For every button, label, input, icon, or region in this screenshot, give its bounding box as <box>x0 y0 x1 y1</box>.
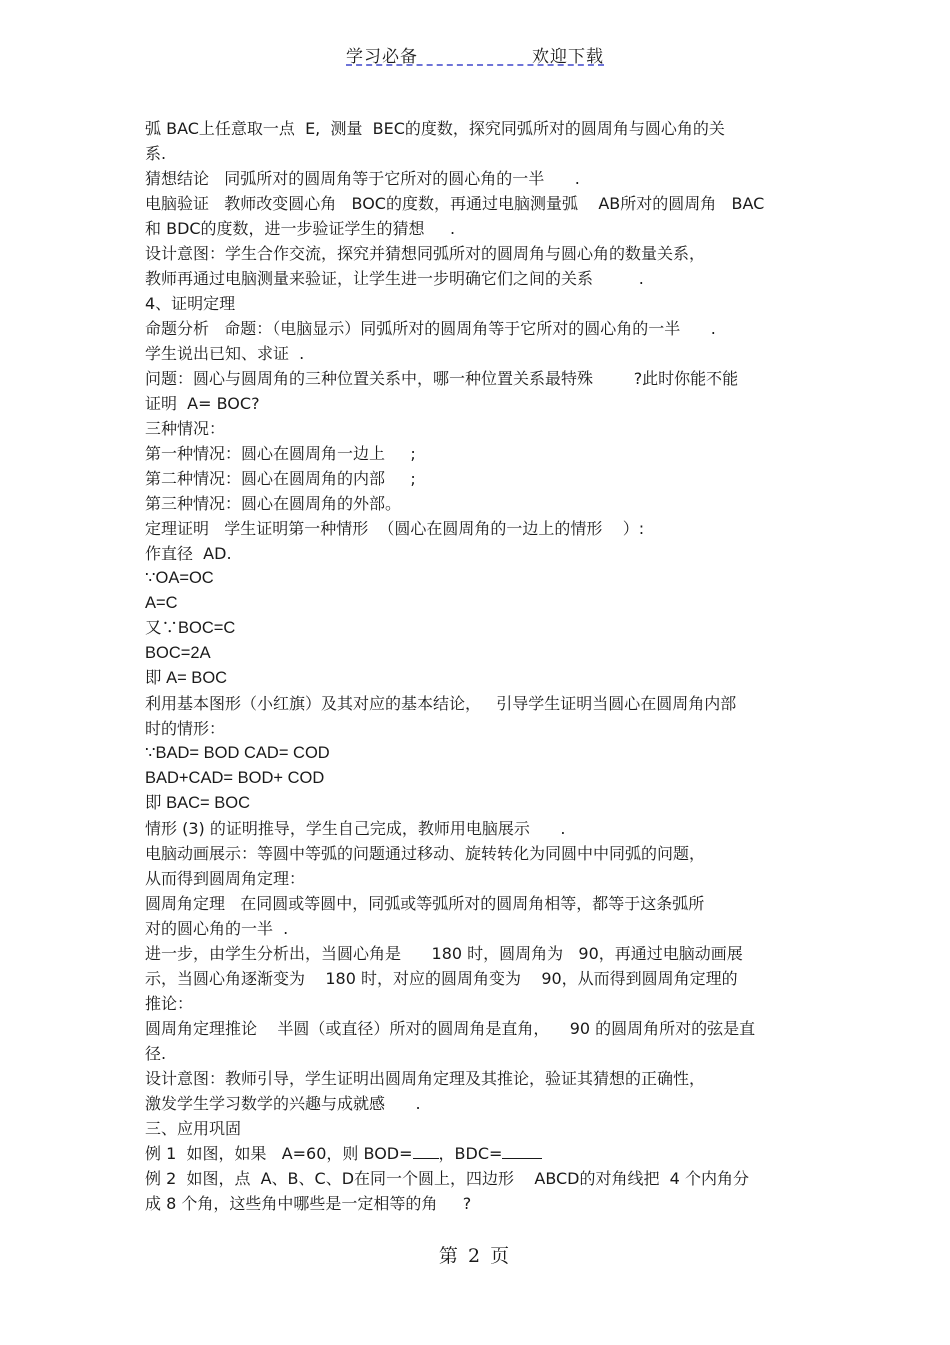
text-line: 推论： <box>145 994 194 1013</box>
proof-line: BAD+CAD= BOD+ COD <box>145 769 325 787</box>
answer-blank-bod <box>413 1142 439 1159</box>
text-line: 进一步，由学生分析出，当圆心角是 180 时，圆周角为 90，再通过电脑动画展 <box>145 944 743 963</box>
text-line: 三种情况： <box>145 419 226 438</box>
page-number: 第 2 页 <box>438 1245 512 1267</box>
answer-blank-bdc <box>502 1142 542 1159</box>
text-line: 对的圆心角的一半 . <box>145 919 289 938</box>
text-line: 设计意图：学生合作交流，探究并猜想同弧所对的圆周角与圆心角的数量关系， <box>145 244 706 263</box>
text-line: 教师再通过电脑测量来验证，让学生进一步明确它们之间的关系 . <box>145 269 644 288</box>
text-line: 电脑验证 教师改变圆心角 BOC的度数，再通过电脑测量弧 AB所对的圆周角 BAC <box>145 194 765 213</box>
text-line: 和 BDC的度数，进一步验证学生的猜想 . <box>145 219 456 238</box>
text-line: 示，当圆心角逐渐变为 180 时，对应的圆周角变为 90，从而得到圆周角定理的 <box>145 969 738 988</box>
text-line: 问题：圆心与圆周角的三种位置关系中，哪一种位置关系最特殊 ?此时你能不能 <box>145 369 739 388</box>
section-heading: 4、证明定理 <box>145 294 236 313</box>
text-line: 圆周角定理 在同圆或等圆中，同弧或等弧所对的圆周角相等，都等于这条弧所 <box>145 894 705 913</box>
example-1-comma: ， <box>438 1144 455 1163</box>
proof-line: ∵BAD= BOD CAD= COD <box>145 744 330 762</box>
text-line: 证明 A= BOC? <box>145 394 260 413</box>
proof-line: A=C <box>145 594 178 612</box>
header-left-text: 学习必备 <box>346 47 418 67</box>
text-line: 学生说出已知、求证 . <box>145 344 305 363</box>
proof-line: 又∵BOC=C <box>145 619 236 637</box>
page-header <box>0 40 950 70</box>
text-line: 第三种情况：圆心在圆周角的外部。 <box>145 494 402 513</box>
text-line: 利用基本图形（小红旗）及其对应的基本结论， 引导学生证明当圆心在圆周角内部 <box>145 694 737 713</box>
example-1 <box>145 1141 825 1166</box>
section-heading: 三、应用巩固 <box>145 1119 242 1138</box>
example-2-line: 例 2 如图，点 A、B、C、D在同一个圆上，四边形 ABCD的对角线把 4 个内角分 <box>145 1169 749 1188</box>
text-line: 第二种情况：圆心在圆周角的内部 ; <box>145 469 416 488</box>
example-2-line: 成 8 个角，这些角中哪些是一定相等的角 ? <box>145 1194 472 1213</box>
proof-line: ∵OA=OC <box>145 569 214 587</box>
text-line: 作直径 AD. <box>145 544 232 563</box>
header-right-text: 欢迎下载 <box>532 47 604 67</box>
proof-line: 即 BAC= BOC <box>145 794 250 812</box>
document-body <box>145 116 825 1216</box>
text-line: 时的情形： <box>145 719 226 738</box>
text-line: 命题分析 命题：（电脑显示）同弧所对的圆周角等于它所对的圆心角的一半 . <box>145 319 716 338</box>
proof-line: 即 A= BOC <box>145 669 228 687</box>
example-1-prefix: 例 1 如图，如果 A=60，则 BOD= <box>145 1144 413 1163</box>
text-line: 圆周角定理推论 半圆（或直径）所对的圆周角是直角， 90 的圆周角所对的弦是直 <box>145 1019 756 1038</box>
header-divider <box>346 64 604 66</box>
proof-line: BOC=2A <box>145 644 211 662</box>
text-line: 猜想结论 同弧所对的圆周角等于它所对的圆心角的一半 . <box>145 169 580 188</box>
text-line: 从而得到圆周角定理： <box>145 869 306 888</box>
text-line: 第一种情况：圆心在圆周角一边上 ; <box>145 444 416 463</box>
text-line: 情形 (3) 的证明推导，学生自己完成，教师用电脑展示 . <box>145 819 566 838</box>
text-line: 电脑动画展示：等圆中等弧的问题通过移动、旋转转化为同圆中中同弧的问题， <box>145 844 706 863</box>
text-line: 激发学生学习数学的兴趣与成就感 . <box>145 1094 421 1113</box>
example-1-mid: BDC= <box>454 1144 503 1163</box>
text-line: 弧 BAC上任意取一点 E, 测量 BEC的度数，探究同弧所对的圆周角与圆心角的关 <box>145 119 725 138</box>
text-line: 设计意图：教师引导，学生证明出圆周角定理及其推论，验证其猜想的正确性， <box>145 1069 706 1088</box>
text-line: 径. <box>145 1044 167 1063</box>
text-line: 系. <box>145 144 167 163</box>
text-line: 定理证明 学生证明第一种情形 （圆心在圆周角的一边上的情形 ）: <box>145 519 645 538</box>
